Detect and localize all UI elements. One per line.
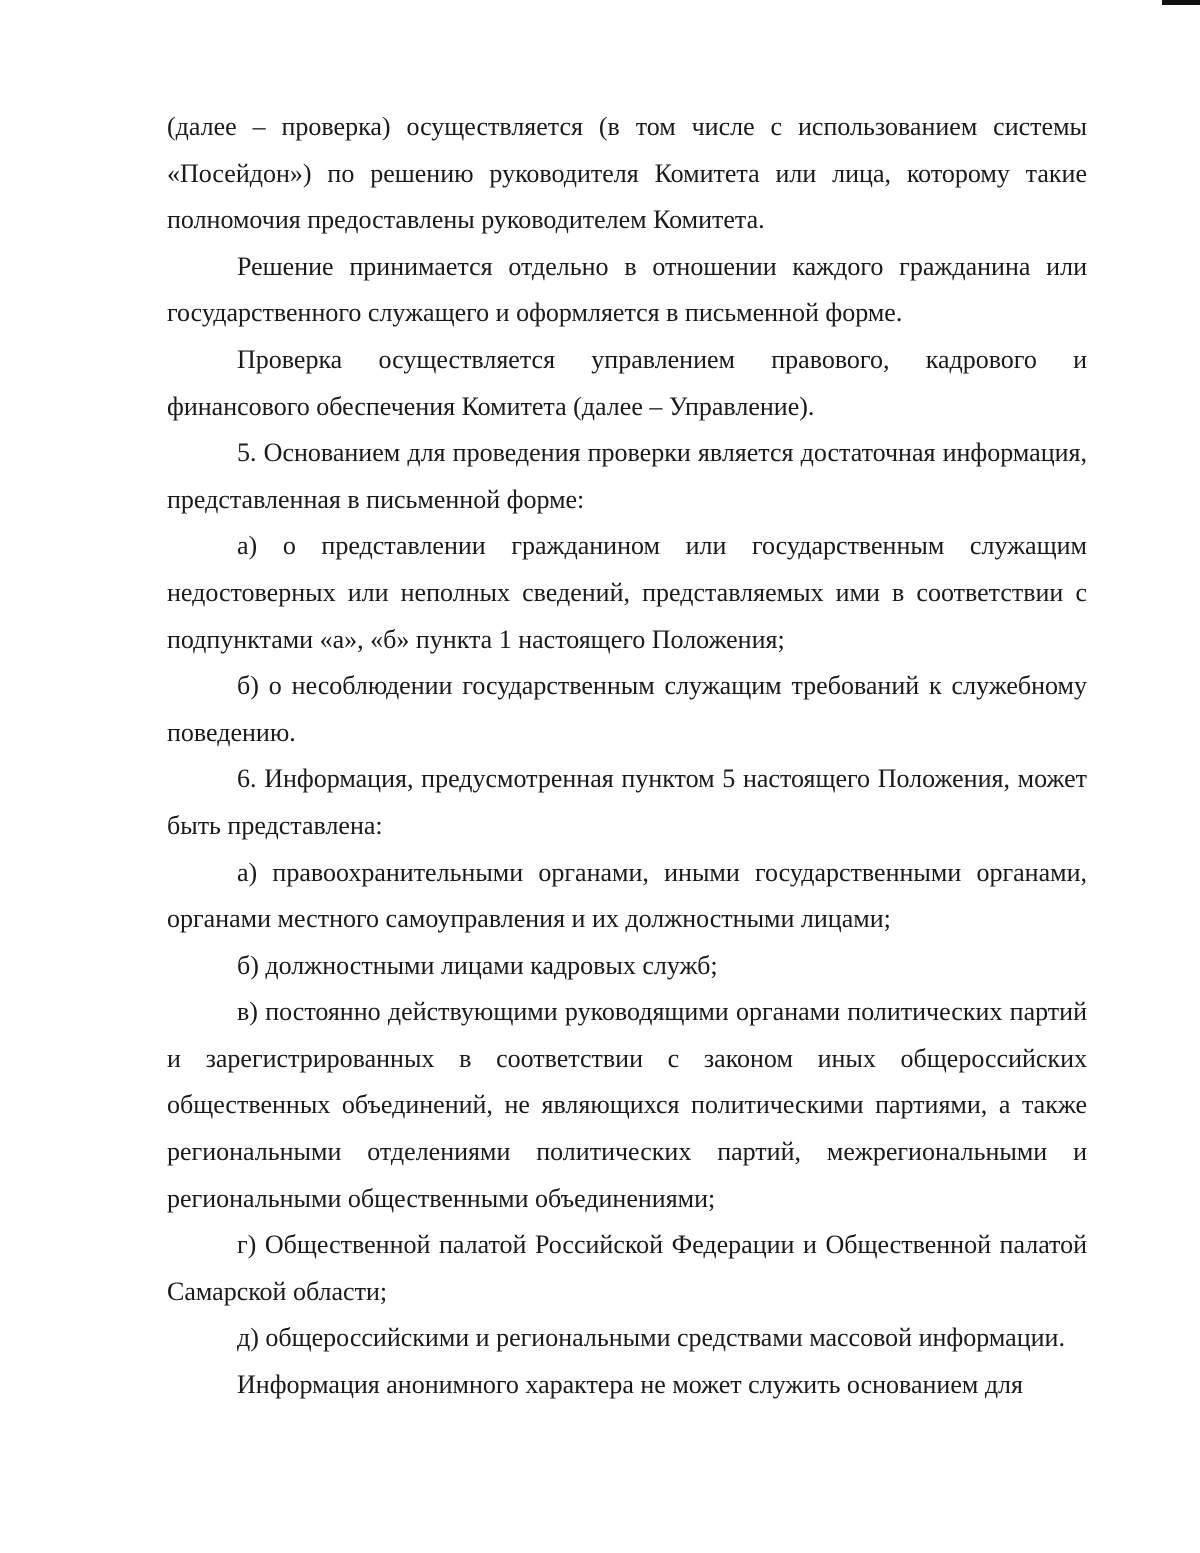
paragraph-item-6a: а) правоохранительными органами, иными государственными органами, органами местного самоуправления и их должностными лицами; (167, 857, 1087, 934)
paragraph-item-5: 5. Основанием для проведения проверки является достаточная информация, представленная в письменной форме: (167, 438, 1087, 514)
paragraph-item-6: 6. Информация, предусмотренная пунктом 5 настоящего Положения, может быть представлена: (167, 764, 1087, 840)
paragraph-item-6b: б) должностными лицами кадровых служб; (237, 950, 718, 980)
paragraph-item-6d: д) общероссийскими и региональными средствами массовой информации. (237, 1323, 1065, 1353)
paragraph-item-6g: г) Общественной палатой Российской Федерации и Общественной палатой Самарской области; (167, 1230, 1087, 1306)
paragraph-item-6v: в) постоянно действующими руководящими органами политических партий и зарегистрированных в соответствии с законом иных общероссийских общественных объединений, не являющихся политическими партиями, а также региональными отделениями политических партий, межрегиональными и региональными общественными объединениями; (167, 997, 1087, 1213)
paragraph-item-5b: б) о несоблюдении государственным служащим требований к служебному поведению. (167, 671, 1087, 747)
paragraph-check-performer: Проверка осуществляется управлением правового, кадрового и финансового обеспечения Комитета (далее – Управление). (167, 344, 1087, 421)
paragraph-decision: Решение принимается отдельно в отношении каждого гражданина или государственного служащего и оформляется в письменной форме. (167, 251, 1087, 328)
paragraph-anonymous-info: Информация анонимного характера не может служить основанием для (237, 1370, 1023, 1400)
paragraph-item-5a: а) о представлении гражданином или государственным служащим недостоверных или неполных сведений, представляемых ими в соответствии с подпунктами «а», «б» пункта 1 настоящего Положения; (167, 531, 1087, 654)
scan-corner-mark (1162, 0, 1200, 5)
paragraph-continuation: (далее – проверка) осуществляется (в том числе с использованием системы «Посейдон») по решению руководителя Комитета или лица, которому такие полномочия предоставлены руководителем Комитета. (167, 112, 1087, 235)
document-body (167, 104, 1087, 1409)
